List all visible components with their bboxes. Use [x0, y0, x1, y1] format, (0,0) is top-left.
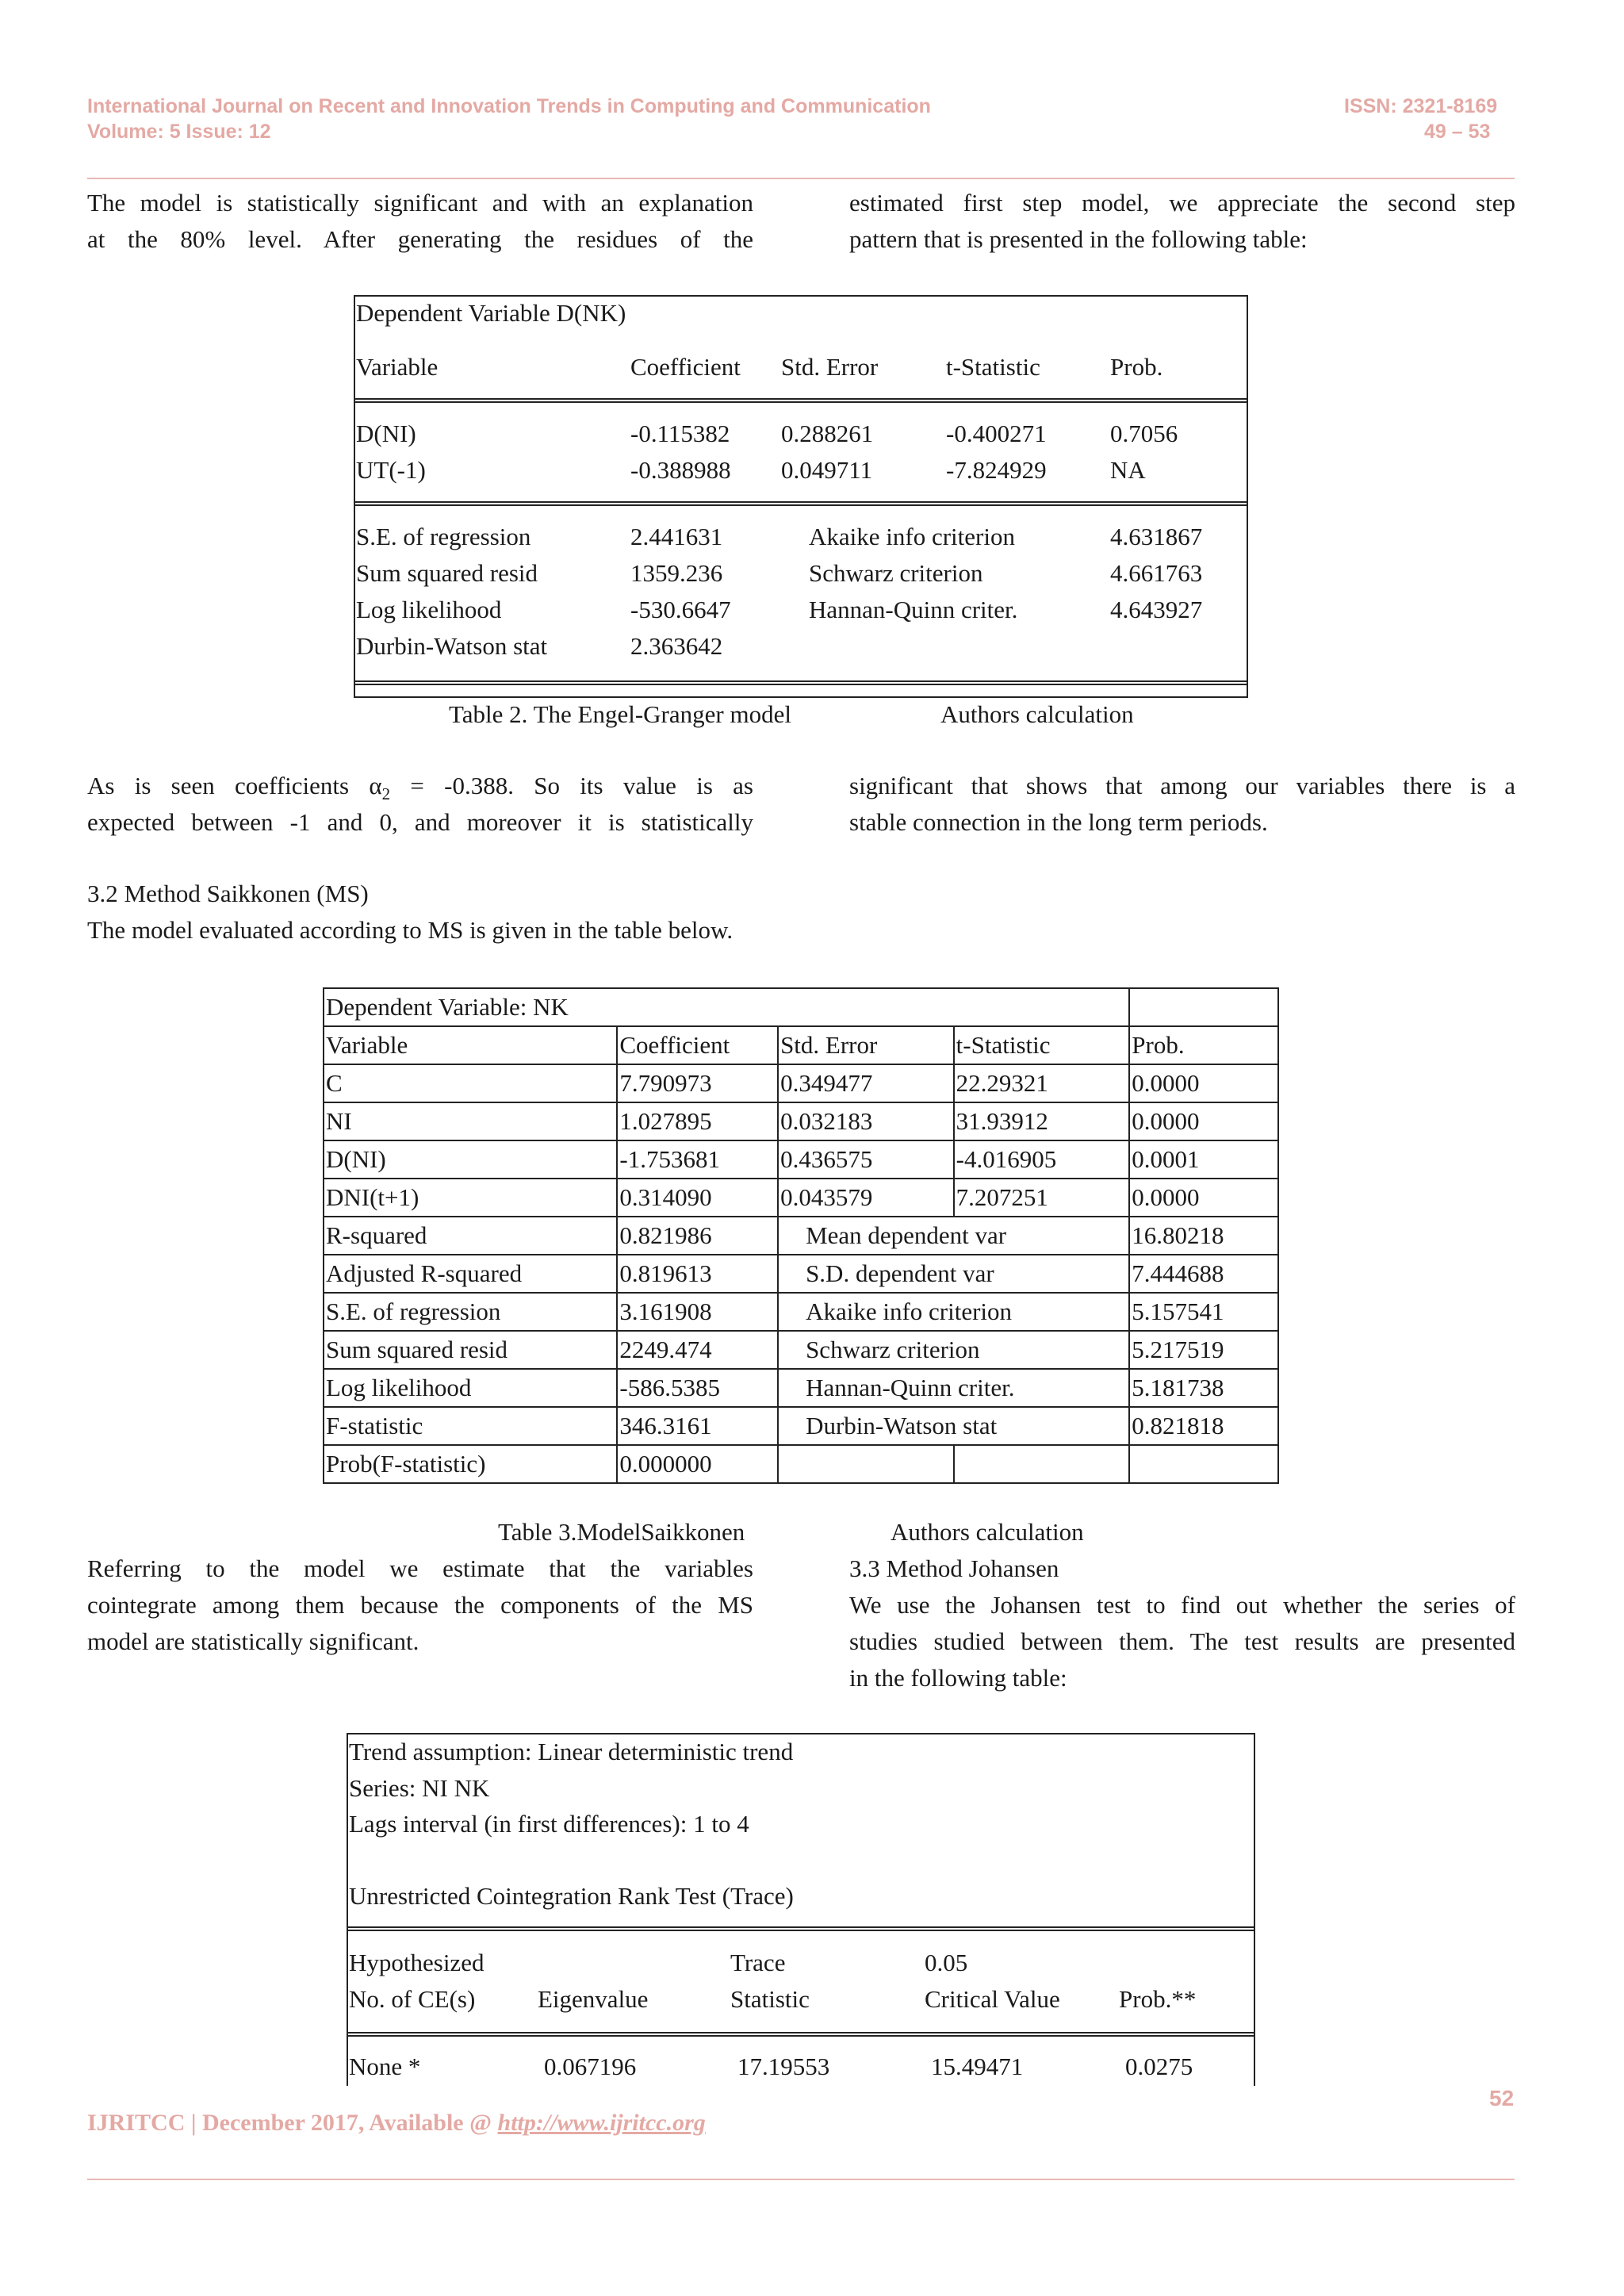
header-rule — [87, 178, 1515, 179]
text-line: significant that shows that among our variables there is a — [849, 772, 1515, 799]
footer-rule — [87, 2179, 1515, 2180]
table2-header-coefficient: Coefficient — [630, 353, 741, 381]
table3-stat: S.D. dependent var — [778, 1255, 1129, 1293]
table-row — [324, 1102, 1278, 1140]
table4-header: Statistic — [730, 1985, 810, 2013]
table-row — [324, 1064, 1278, 1102]
table4-lags: Lags interval (in first differences): 1 to 4 — [349, 1810, 749, 1838]
table2-cell: -7.824929 — [946, 456, 1047, 484]
table3-cell: -1.753681 — [617, 1140, 778, 1179]
table4-cell: 17.19553 — [737, 2053, 830, 2080]
text-line: The model is statistically significant and with an explanation — [87, 189, 753, 217]
table4-cell: 0.0275 — [1125, 2053, 1193, 2080]
table3-cell: DNI(t+1) — [324, 1179, 617, 1217]
table2-stat: Durbin-Watson stat — [356, 632, 548, 660]
table3-cell: 0.349477 — [778, 1064, 954, 1102]
table2-header-tstat: t-Statistic — [946, 353, 1040, 381]
table3-stat: 2249.474 — [617, 1331, 778, 1369]
table2-stat: 4.661763 — [1110, 559, 1203, 587]
table2-cell: UT(-1) — [356, 456, 426, 484]
table4-header: Critical Value — [925, 1985, 1060, 2013]
text-line: studies studied between them. The test results are presented — [849, 1627, 1515, 1655]
footer — [87, 2110, 706, 2137]
table3-stat: Schwarz criterion — [778, 1331, 1129, 1369]
table2-stat: Sum squared resid — [356, 559, 538, 587]
table2-header-stderror: Std. Error — [781, 353, 879, 381]
paragraph-p1-right — [849, 185, 1515, 258]
table3-cell: 0.032183 — [778, 1102, 954, 1140]
table3-stat: 7.444688 — [1129, 1255, 1278, 1293]
text-line: cointegrate among them because the components of the MS — [87, 1591, 753, 1619]
table-row — [324, 1331, 1278, 1369]
table2-stat: Schwarz criterion — [809, 559, 983, 587]
table3-stat: 5.217519 — [1129, 1331, 1278, 1369]
table2-dependent: Dependent Variable D(NK) — [356, 299, 626, 327]
table3-cell: -4.016905 — [954, 1140, 1130, 1179]
paragraph-p1-left — [87, 185, 753, 258]
table2-cell: -0.400271 — [946, 420, 1047, 447]
table3-cell: 0.043579 — [778, 1179, 954, 1217]
page-number: 52 — [1489, 2086, 1515, 2110]
table3-stat: 0.000000 — [617, 1445, 778, 1483]
table2-stat: 4.631867 — [1110, 523, 1203, 550]
table3-stat: Mean dependent var — [778, 1217, 1129, 1255]
volume-issue: Volume: 5 Issue: 12 — [87, 121, 271, 143]
table2-stat: Akaike info criterion — [809, 523, 1015, 550]
table3-stat: Akaike info criterion — [778, 1293, 1129, 1331]
table2-stat: -530.6647 — [630, 596, 731, 623]
table4-header: No. of CE(s) — [349, 1985, 476, 2013]
table-row — [324, 1217, 1278, 1255]
table3-stat: -586.5385 — [617, 1369, 778, 1407]
table2-stat: 4.643927 — [1110, 596, 1203, 623]
table3-dependent: Dependent Variable: NK — [324, 988, 1129, 1026]
section-3-3-title: 3.3 Method Johansen — [849, 1554, 1059, 1582]
table3-stat: 5.181738 — [1129, 1369, 1278, 1407]
table-row — [324, 1026, 1278, 1064]
table2-stat: 2.441631 — [630, 523, 723, 550]
table2-stat: S.E. of regression — [356, 523, 531, 550]
table4-trend: Trend assumption: Linear deterministic trend — [349, 1738, 794, 1765]
table2-caption: Table 2. The Engel-Granger model — [449, 700, 791, 728]
table-row — [324, 1140, 1278, 1179]
text-line: in the following table: — [849, 1664, 1067, 1692]
page-range: 49 – 53 — [1424, 121, 1491, 143]
table3-stat: S.E. of regression — [324, 1293, 617, 1331]
table3-stat: 0.821986 — [617, 1217, 778, 1255]
table3-stat: Hannan-Quinn criter. — [778, 1369, 1129, 1407]
text-line: stable connection in the long term periods. — [849, 808, 1268, 836]
table3-cell: 0.0001 — [1129, 1140, 1278, 1179]
table2-rule — [354, 680, 1248, 685]
text-line: Referring to the model we estimate that the variables — [87, 1554, 753, 1582]
table3-stat: 0.819613 — [617, 1255, 778, 1293]
table3-cell: 0.0000 — [1129, 1102, 1278, 1140]
table4-cell: None * — [349, 2053, 421, 2080]
table4-header: Eigenvalue — [538, 1985, 649, 2013]
table4-header: Trace — [730, 1949, 786, 1976]
table3-cell: 31.93912 — [954, 1102, 1130, 1140]
table4-series: Series: NI NK — [349, 1774, 490, 1802]
table2-stat: 2.363642 — [630, 632, 723, 660]
table2-cell: 0.288261 — [781, 420, 874, 447]
table2-rule — [354, 398, 1248, 403]
table3-header: Coefficient — [617, 1026, 778, 1064]
text-line: pattern that is presented in the following table: — [849, 225, 1308, 253]
table3-stat: 346.3161 — [617, 1407, 778, 1445]
table-row — [324, 988, 1278, 1026]
table3-stat: Prob(F-statistic) — [324, 1445, 617, 1483]
table2-cell: 0.049711 — [781, 456, 873, 484]
table2-source: Authors calculation — [940, 700, 1134, 728]
table3-header: t-Statistic — [954, 1026, 1130, 1064]
table-row — [324, 1445, 1278, 1483]
table2-cell: NA — [1110, 456, 1146, 484]
table2-cell: -0.115382 — [630, 420, 730, 447]
table4-cell: 15.49471 — [931, 2053, 1024, 2080]
table4-cell: 0.067196 — [544, 2053, 637, 2080]
table3-cell: NI — [324, 1102, 617, 1140]
table3-cell: 0.314090 — [617, 1179, 778, 1217]
table2-cell: -0.388988 — [630, 456, 731, 484]
table3-stat: F-statistic — [324, 1407, 617, 1445]
table3-stat: 5.157541 — [1129, 1293, 1278, 1331]
table-row — [324, 1407, 1278, 1445]
table-row — [324, 1293, 1278, 1331]
table2-rule — [354, 501, 1248, 506]
text-line: expected between -1 and 0, and moreover it is statistically — [87, 808, 753, 836]
text-line: model are statistically significant. — [87, 1627, 419, 1655]
table3-stat: Adjusted R-squared — [324, 1255, 617, 1293]
footer-text: IJRITCC | December 2017, Available @ — [87, 2110, 498, 2136]
table3-stat: Sum squared resid — [324, 1331, 617, 1369]
table3-caption: Table 3.ModelSaikkonen — [498, 1518, 745, 1546]
table3-cell: 22.29321 — [954, 1064, 1130, 1102]
table4-rule — [347, 2032, 1255, 2037]
text-line: We use the Johansen test to find out whether the series of — [849, 1591, 1515, 1619]
table3-source: Authors calculation — [891, 1518, 1084, 1546]
table3-cell: 1.027895 — [617, 1102, 778, 1140]
text-line: As is seen coefficients $\alpha_2 = -0.388$. So its value is as — [87, 772, 754, 804]
table3-header: Std. Error — [778, 1026, 954, 1064]
table3-stat: 0.821818 — [1129, 1407, 1278, 1445]
table2-stat: Hannan-Quinn criter. — [809, 596, 1018, 623]
table3-stat: Durbin-Watson stat — [778, 1407, 1129, 1445]
table3-cell: C — [324, 1064, 617, 1102]
table2-cell: 0.7056 — [1110, 420, 1178, 447]
table2-cell: D(NI) — [356, 420, 416, 447]
table3-stat: 16.80218 — [1129, 1217, 1278, 1255]
table4-header: Prob.** — [1119, 1985, 1197, 2013]
table3-cell: 0.436575 — [778, 1140, 954, 1179]
table3 — [323, 987, 1279, 1484]
table3-cell: 7.790973 — [617, 1064, 778, 1102]
table-row — [324, 1369, 1278, 1407]
table2-header-prob: Prob. — [1110, 353, 1163, 381]
table3-cell: D(NI) — [324, 1140, 617, 1179]
table-row — [324, 1179, 1278, 1217]
table2-stat: Log likelihood — [356, 596, 502, 623]
paragraph-p2-right — [849, 768, 1515, 841]
table3-header: Variable — [324, 1026, 617, 1064]
table3-cell: 0.0000 — [1129, 1064, 1278, 1102]
table2-stat: 1359.236 — [630, 559, 723, 587]
table3-stat: Log likelihood — [324, 1369, 617, 1407]
table3-cell: 7.207251 — [954, 1179, 1130, 1217]
paragraph-p3-left — [87, 1550, 753, 1660]
table4-header: 0.05 — [925, 1949, 968, 1976]
table-row — [324, 1255, 1278, 1293]
table3-stat: 3.161908 — [617, 1293, 778, 1331]
section-3-2-intro: The model evaluated according to MS is given in the table below. — [87, 916, 733, 944]
table3-stat: R-squared — [324, 1217, 617, 1255]
table3-header: Prob. — [1129, 1026, 1278, 1064]
journal-title: International Journal on Recent and Innovation Trends in Computing and Communication — [87, 95, 931, 117]
table3-cell: 0.0000 — [1129, 1179, 1278, 1217]
table4-test-title: Unrestricted Cointegration Rank Test (Trace) — [349, 1882, 794, 1910]
table2-header-variable: Variable — [356, 353, 439, 381]
section-3-2-title: 3.2 Method Saikkonen (MS) — [87, 880, 369, 907]
text-line: at the 80% level. After generating the residues of the — [87, 225, 753, 253]
text-line: estimated first step model, we appreciate the second step — [849, 189, 1515, 217]
issn: ISSN: 2321-8169 — [1344, 95, 1498, 117]
table4-header: Hypothesized — [349, 1949, 485, 1976]
table4-rule — [347, 1926, 1255, 1931]
footer-link[interactable]: http://www.ijritcc.org — [497, 2110, 706, 2136]
paragraph-p2-left — [87, 768, 753, 841]
paragraph-p3-right — [849, 1587, 1515, 1696]
